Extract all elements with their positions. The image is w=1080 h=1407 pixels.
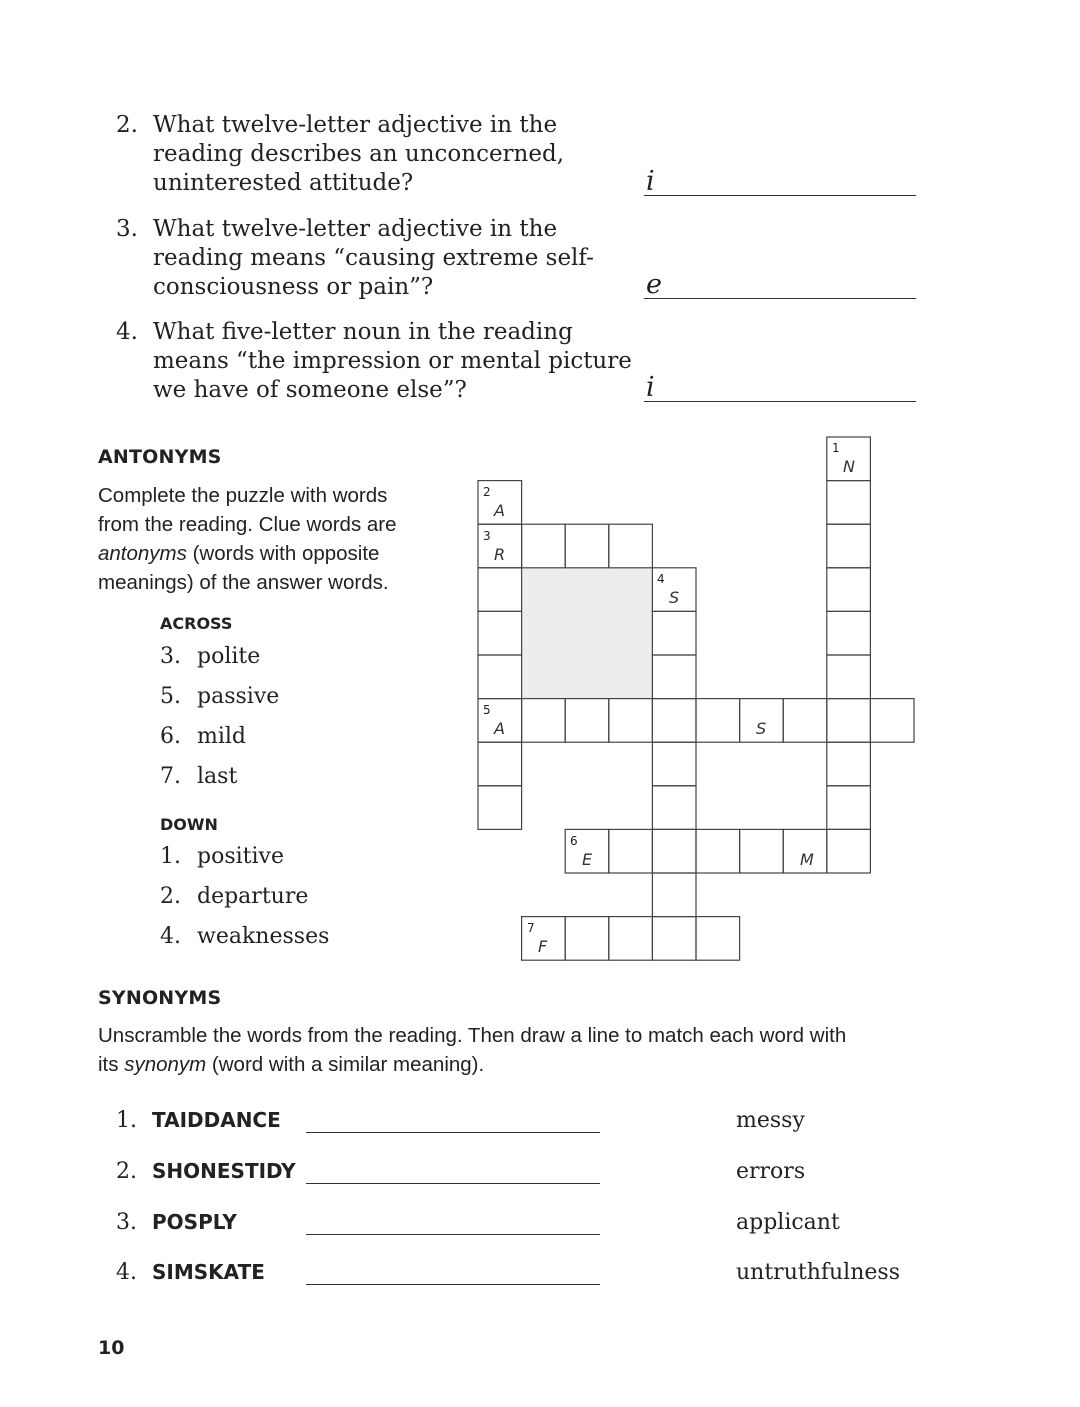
match-word[interactable]: applicant bbox=[736, 1210, 840, 1235]
crossword-cell[interactable] bbox=[827, 699, 871, 743]
instructions-text: (words with opposite bbox=[186, 542, 380, 565]
instructions-line: from the reading. Clue words are bbox=[98, 513, 397, 536]
cell-number: 5 bbox=[483, 703, 491, 717]
clue-word: polite bbox=[197, 644, 261, 669]
synonym-term: synonym bbox=[124, 1053, 207, 1076]
clue-number: 5. bbox=[160, 684, 181, 709]
instructions-line: Unscramble the words from the reading. Then draw a line to match each word with bbox=[98, 1024, 847, 1047]
crossword-cell[interactable] bbox=[827, 786, 871, 830]
answer-line-2[interactable] bbox=[644, 165, 916, 196]
scrambled-word: SIMSKATE bbox=[152, 1260, 265, 1284]
crossword-cell[interactable] bbox=[609, 917, 653, 961]
crossword-cell[interactable] bbox=[652, 742, 696, 786]
question-number: 4. bbox=[116, 319, 138, 345]
given-letter: M bbox=[800, 850, 814, 869]
clue-word: mild bbox=[197, 724, 247, 749]
row-number: 2. bbox=[116, 1159, 137, 1184]
scrambled-word: POSPLY bbox=[152, 1210, 237, 1234]
answer-hint-letter: i bbox=[646, 166, 655, 197]
crossword-cell[interactable] bbox=[827, 437, 871, 481]
crossword-cell[interactable] bbox=[522, 917, 566, 961]
clue-number: 2. bbox=[160, 884, 181, 909]
cell-number: 1 bbox=[832, 441, 840, 455]
page-number: 10 bbox=[98, 1337, 125, 1359]
crossword-cell[interactable] bbox=[609, 524, 653, 568]
crossword-cell[interactable] bbox=[652, 917, 696, 961]
crossword-cell[interactable] bbox=[565, 699, 609, 743]
answer-hint-letter: e bbox=[646, 269, 662, 300]
crossword-cell[interactable] bbox=[652, 655, 696, 699]
crossword-cell[interactable] bbox=[827, 742, 871, 786]
clue-number: 6. bbox=[160, 724, 181, 749]
instructions-text: (word with a similar meaning). bbox=[206, 1053, 485, 1076]
crossword-cell[interactable] bbox=[783, 699, 827, 743]
synonym-row bbox=[116, 1210, 936, 1240]
given-letter: A bbox=[494, 719, 505, 738]
crossword-cell[interactable] bbox=[870, 699, 914, 743]
match-word[interactable]: errors bbox=[736, 1159, 806, 1184]
crossword-cell[interactable] bbox=[478, 568, 522, 612]
down-heading: DOWN bbox=[160, 815, 218, 834]
row-number: 3. bbox=[116, 1210, 137, 1235]
synonym-row bbox=[116, 1260, 936, 1290]
match-word[interactable]: messy bbox=[736, 1108, 805, 1133]
clue-word: weaknesses bbox=[197, 924, 330, 949]
grid-shaded-block bbox=[522, 568, 653, 699]
crossword-cell[interactable] bbox=[740, 699, 784, 743]
crossword-cell[interactable] bbox=[478, 699, 522, 743]
crossword-cell[interactable] bbox=[652, 873, 696, 917]
grid-letters bbox=[493, 457, 855, 956]
unscramble-answer-line[interactable] bbox=[306, 1132, 600, 1133]
clue-word: positive bbox=[197, 844, 284, 869]
given-letter: F bbox=[538, 937, 548, 956]
instructions-line: Complete the puzzle with words bbox=[98, 484, 388, 507]
given-letter: S bbox=[756, 719, 767, 738]
crossword-cell[interactable] bbox=[652, 611, 696, 655]
crossword-cell[interactable] bbox=[827, 655, 871, 699]
crossword-cell[interactable] bbox=[609, 829, 653, 873]
crossword-cell[interactable] bbox=[696, 829, 740, 873]
cell-number: 4 bbox=[657, 572, 665, 586]
instructions-line bbox=[98, 539, 397, 568]
crossword-cell[interactable] bbox=[652, 699, 696, 743]
given-letter: A bbox=[494, 501, 505, 520]
cell-number: 6 bbox=[570, 834, 578, 848]
across-heading: ACROSS bbox=[160, 614, 233, 633]
crossword-cell[interactable] bbox=[652, 568, 696, 612]
synonym-row bbox=[116, 1159, 936, 1189]
antonyms-term: antonyms bbox=[98, 542, 187, 565]
grid-cells bbox=[478, 437, 914, 960]
question-text: What twelve-letter adjective in the reading describes an unconcerned, uninterested attitude? bbox=[153, 112, 565, 196]
question-text: What five-letter noun in the reading means “the impression or mental picture we have of someone else”? bbox=[153, 319, 632, 403]
crossword-cell[interactable] bbox=[827, 481, 871, 525]
scrambled-word: SHONESTIDY bbox=[152, 1159, 296, 1183]
unscramble-answer-line[interactable] bbox=[306, 1234, 600, 1235]
crossword-cell[interactable] bbox=[478, 481, 522, 525]
clue-number: 7. bbox=[160, 764, 181, 789]
crossword-cell[interactable] bbox=[827, 611, 871, 655]
crossword-cell[interactable] bbox=[565, 829, 609, 873]
synonym-row bbox=[116, 1108, 936, 1138]
question-number: 3. bbox=[116, 216, 138, 242]
scrambled-word: TAIDDANCE bbox=[152, 1108, 281, 1132]
cell-number: 7 bbox=[527, 921, 535, 935]
clue-word: last bbox=[197, 764, 238, 789]
cell-number: 3 bbox=[483, 529, 491, 543]
cell-number: 2 bbox=[483, 485, 491, 499]
crossword-cell[interactable] bbox=[827, 568, 871, 612]
answer-line-3[interactable] bbox=[644, 268, 916, 299]
antonyms-instructions bbox=[98, 481, 397, 597]
grid-numbers bbox=[483, 441, 840, 935]
crossword-cell[interactable] bbox=[696, 917, 740, 961]
crossword-cell[interactable] bbox=[783, 829, 827, 873]
instructions-line bbox=[98, 1050, 846, 1079]
synonyms-instructions bbox=[98, 1021, 846, 1079]
unscramble-answer-line[interactable] bbox=[306, 1183, 600, 1184]
question-number: 2. bbox=[116, 112, 138, 138]
crossword-cell[interactable] bbox=[652, 786, 696, 830]
clue-number: 4. bbox=[160, 924, 181, 949]
crossword-cell[interactable] bbox=[740, 829, 784, 873]
clue-number: 1. bbox=[160, 844, 181, 869]
instructions-line: meanings) of the answer words. bbox=[98, 571, 389, 594]
crossword-cell[interactable] bbox=[565, 917, 609, 961]
crossword-cell[interactable] bbox=[652, 829, 696, 873]
crossword-cell[interactable] bbox=[478, 786, 522, 830]
answer-line-4[interactable] bbox=[644, 371, 916, 402]
synonyms-heading: SYNONYMS bbox=[98, 987, 222, 1009]
crossword-cell[interactable] bbox=[696, 699, 740, 743]
row-number: 4. bbox=[116, 1260, 137, 1285]
crossword-cell[interactable] bbox=[522, 699, 566, 743]
row-number: 1. bbox=[116, 1108, 137, 1133]
crossword-cell[interactable] bbox=[827, 829, 871, 873]
clue-word: passive bbox=[197, 684, 280, 709]
crossword-cell[interactable] bbox=[827, 524, 871, 568]
answer-hint-letter: i bbox=[646, 372, 655, 403]
clue-word: departure bbox=[197, 884, 309, 909]
given-letter: E bbox=[582, 850, 593, 869]
clue-number: 3. bbox=[160, 644, 181, 669]
crossword-cell[interactable] bbox=[565, 524, 609, 568]
instructions-text: its bbox=[98, 1053, 125, 1076]
given-letter: N bbox=[843, 457, 855, 476]
crossword-cell[interactable] bbox=[609, 699, 653, 743]
crossword-cell[interactable] bbox=[522, 524, 566, 568]
crossword-cell[interactable] bbox=[478, 742, 522, 786]
crossword-cell[interactable] bbox=[478, 524, 522, 568]
given-letter: S bbox=[669, 588, 680, 607]
crossword-cell[interactable] bbox=[478, 655, 522, 699]
given-letter: R bbox=[494, 545, 506, 564]
unscramble-answer-line[interactable] bbox=[306, 1284, 600, 1285]
question-text: What twelve-letter adjective in the reading means “causing extreme self-consciousness or pain”? bbox=[153, 216, 594, 300]
crossword-cell[interactable] bbox=[478, 611, 522, 655]
match-word[interactable]: untruthfulness bbox=[736, 1260, 900, 1285]
antonyms-heading: ANTONYMS bbox=[98, 446, 222, 468]
